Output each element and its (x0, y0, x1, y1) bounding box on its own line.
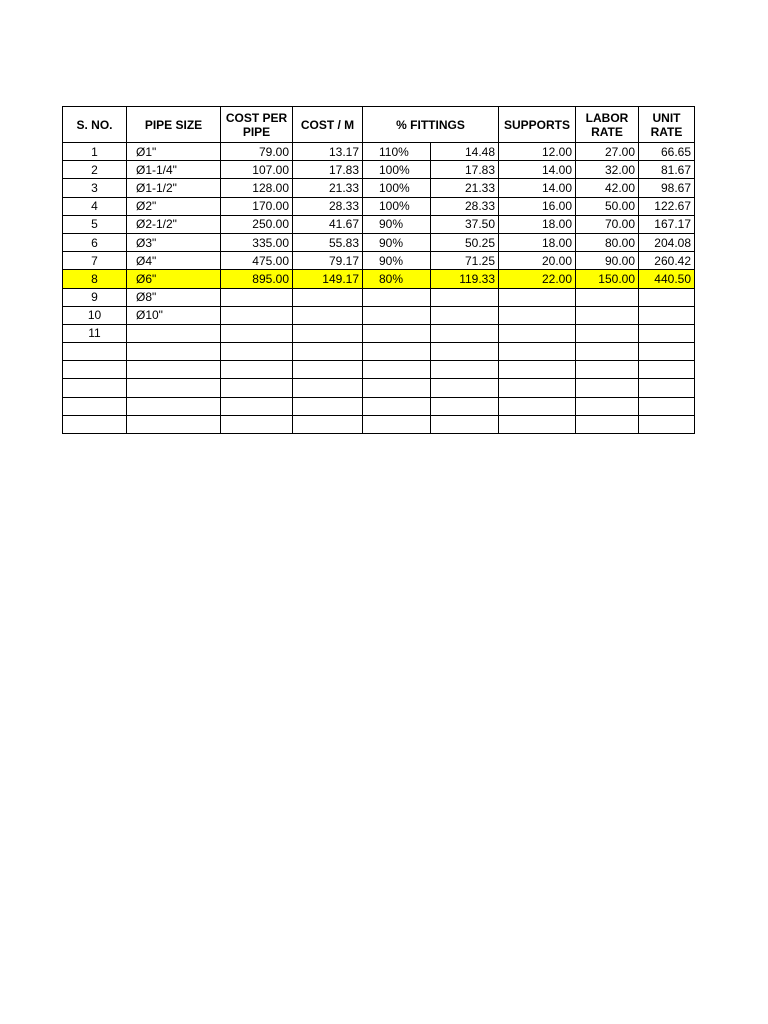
cell-fittings-percent[interactable] (363, 379, 431, 397)
cell-fittings-value[interactable]: 37.50 (431, 215, 499, 233)
cell-sno[interactable] (63, 361, 127, 379)
cell-sno[interactable] (63, 343, 127, 361)
cell-labor-rate[interactable]: 42.00 (576, 179, 639, 197)
cell-sno[interactable]: 11 (63, 324, 127, 342)
cell-fittings-percent[interactable] (363, 415, 431, 433)
cell-sno[interactable]: 10 (63, 306, 127, 324)
cell-unit-rate[interactable] (639, 415, 695, 433)
cell-fittings-percent[interactable]: 90% (363, 233, 431, 251)
cell-supports[interactable]: 14.00 (499, 161, 576, 179)
cell-unit-rate[interactable]: 440.50 (639, 270, 695, 288)
cell-supports[interactable]: 20.00 (499, 252, 576, 270)
cell-pipe-size[interactable]: Ø8" (127, 288, 221, 306)
cell-fittings-percent[interactable] (363, 306, 431, 324)
cell-cost-per-pipe[interactable]: 250.00 (221, 215, 293, 233)
cell-cost-per-m[interactable] (293, 306, 363, 324)
cell-fittings-percent[interactable]: 80% (363, 270, 431, 288)
cell-fittings-percent[interactable]: 100% (363, 179, 431, 197)
cell-cost-per-m[interactable] (293, 288, 363, 306)
table-row (63, 324, 695, 342)
header-sno[interactable]: S. NO. (63, 107, 127, 143)
cell-fittings-value[interactable] (431, 306, 499, 324)
cell-fittings-value[interactable]: 71.25 (431, 252, 499, 270)
header-fittings[interactable]: % FITTINGS (363, 107, 499, 143)
cell-supports[interactable]: 18.00 (499, 215, 576, 233)
table-body (63, 143, 695, 434)
cell-fittings-percent[interactable] (363, 288, 431, 306)
cell-supports[interactable] (499, 397, 576, 415)
cell-unit-rate[interactable]: 204.08 (639, 233, 695, 251)
cell-supports[interactable]: 16.00 (499, 197, 576, 215)
cell-sno[interactable]: 4 (63, 197, 127, 215)
cell-labor-rate[interactable] (576, 288, 639, 306)
cell-sno[interactable] (63, 415, 127, 433)
cell-sno[interactable]: 3 (63, 179, 127, 197)
table-row (63, 288, 695, 306)
cell-pipe-size[interactable] (127, 379, 221, 397)
cell-sno[interactable]: 1 (63, 143, 127, 161)
cell-unit-rate[interactable]: 66.65 (639, 143, 695, 161)
header-labor-rate[interactable]: LABOR RATE (576, 107, 639, 143)
table-row (63, 306, 695, 324)
cell-cost-per-pipe[interactable] (221, 324, 293, 342)
cell-pipe-size[interactable] (127, 343, 221, 361)
cell-unit-rate[interactable]: 260.42 (639, 252, 695, 270)
cell-sno[interactable]: 6 (63, 233, 127, 251)
cell-labor-rate[interactable]: 90.00 (576, 252, 639, 270)
cell-supports[interactable] (499, 306, 576, 324)
cell-cost-per-pipe[interactable] (221, 415, 293, 433)
cell-cost-per-m[interactable] (293, 324, 363, 342)
cell-cost-per-pipe[interactable] (221, 343, 293, 361)
cell-cost-per-m[interactable] (293, 397, 363, 415)
cell-sno[interactable]: 5 (63, 215, 127, 233)
cell-cost-per-pipe[interactable] (221, 361, 293, 379)
cell-unit-rate[interactable]: 122.67 (639, 197, 695, 215)
cell-supports[interactable] (499, 324, 576, 342)
cell-fittings-percent[interactable]: 110% (363, 143, 431, 161)
cell-supports[interactable] (499, 415, 576, 433)
cell-cost-per-m[interactable]: 13.17 (293, 143, 363, 161)
cell-cost-per-pipe[interactable]: 170.00 (221, 197, 293, 215)
cell-cost-per-m[interactable]: 79.17 (293, 252, 363, 270)
cell-labor-rate[interactable] (576, 361, 639, 379)
cell-labor-rate[interactable] (576, 324, 639, 342)
cell-cost-per-pipe[interactable]: 895.00 (221, 270, 293, 288)
cell-fittings-percent[interactable]: 100% (363, 197, 431, 215)
cell-unit-rate[interactable] (639, 361, 695, 379)
cell-pipe-size[interactable] (127, 361, 221, 379)
cell-cost-per-pipe[interactable] (221, 306, 293, 324)
cell-fittings-value[interactable]: 119.33 (431, 270, 499, 288)
cell-cost-per-m[interactable] (293, 361, 363, 379)
cell-fittings-value[interactable] (431, 288, 499, 306)
cell-sno[interactable]: 2 (63, 161, 127, 179)
pipe-cost-table (62, 106, 695, 434)
cell-supports[interactable] (499, 343, 576, 361)
cell-cost-per-m[interactable] (293, 415, 363, 433)
table-row (63, 143, 695, 161)
table-row (63, 215, 695, 233)
cell-fittings-value[interactable] (431, 379, 499, 397)
cell-cost-per-pipe[interactable]: 475.00 (221, 252, 293, 270)
cell-cost-per-pipe[interactable] (221, 288, 293, 306)
cell-cost-per-pipe[interactable]: 128.00 (221, 179, 293, 197)
header-pipe-size[interactable]: PIPE SIZE (127, 107, 221, 143)
cell-pipe-size[interactable]: Ø4" (127, 252, 221, 270)
cell-fittings-value[interactable]: 14.48 (431, 143, 499, 161)
cell-supports[interactable]: 12.00 (499, 143, 576, 161)
cell-cost-per-pipe[interactable]: 335.00 (221, 233, 293, 251)
cell-labor-rate[interactable]: 32.00 (576, 161, 639, 179)
cell-fittings-value[interactable]: 17.83 (431, 161, 499, 179)
cell-unit-rate[interactable] (639, 324, 695, 342)
cell-labor-rate[interactable]: 150.00 (576, 270, 639, 288)
cell-fittings-percent[interactable]: 90% (363, 215, 431, 233)
header-row (63, 107, 695, 143)
table-row (63, 415, 695, 433)
header-unit-rate[interactable]: UNIT RATE (639, 107, 695, 143)
cell-labor-rate[interactable] (576, 397, 639, 415)
cell-labor-rate[interactable] (576, 343, 639, 361)
cell-pipe-size[interactable]: Ø2-1/2" (127, 215, 221, 233)
cell-unit-rate[interactable]: 167.17 (639, 215, 695, 233)
cell-pipe-size[interactable]: Ø1-1/2" (127, 179, 221, 197)
cell-cost-per-m[interactable]: 41.67 (293, 215, 363, 233)
cell-pipe-size[interactable]: Ø6" (127, 270, 221, 288)
cell-labor-rate[interactable]: 80.00 (576, 233, 639, 251)
table-row (63, 397, 695, 415)
cell-cost-per-m[interactable] (293, 343, 363, 361)
cell-sno[interactable] (63, 379, 127, 397)
header-cost-per-m[interactable]: COST / M (293, 107, 363, 143)
cell-fittings-value[interactable] (431, 361, 499, 379)
table-row (63, 379, 695, 397)
cell-pipe-size[interactable]: Ø1" (127, 143, 221, 161)
table-row (63, 252, 695, 270)
cell-sno[interactable]: 7 (63, 252, 127, 270)
cell-labor-rate[interactable]: 50.00 (576, 197, 639, 215)
cell-cost-per-pipe[interactable]: 79.00 (221, 143, 293, 161)
cell-pipe-size[interactable] (127, 324, 221, 342)
cell-labor-rate[interactable] (576, 306, 639, 324)
cell-cost-per-pipe[interactable] (221, 379, 293, 397)
cell-fittings-percent[interactable]: 90% (363, 252, 431, 270)
cell-pipe-size[interactable]: Ø10" (127, 306, 221, 324)
cell-sno[interactable]: 8 (63, 270, 127, 288)
table-row (63, 161, 695, 179)
cell-fittings-percent[interactable] (363, 361, 431, 379)
cell-cost-per-pipe[interactable] (221, 397, 293, 415)
cell-cost-per-m[interactable]: 28.33 (293, 197, 363, 215)
cell-supports[interactable]: 22.00 (499, 270, 576, 288)
cell-unit-rate[interactable] (639, 288, 695, 306)
cell-unit-rate[interactable] (639, 379, 695, 397)
table-row (63, 361, 695, 379)
cell-supports[interactable]: 18.00 (499, 233, 576, 251)
header-supports[interactable]: SUPPORTS (499, 107, 576, 143)
table-row (63, 270, 695, 288)
cell-labor-rate[interactable]: 27.00 (576, 143, 639, 161)
cell-cost-per-m[interactable]: 17.83 (293, 161, 363, 179)
table-row (63, 233, 695, 251)
cell-unit-rate[interactable] (639, 343, 695, 361)
cell-fittings-percent[interactable] (363, 324, 431, 342)
table-row (63, 197, 695, 215)
cell-pipe-size[interactable]: Ø2" (127, 197, 221, 215)
table-row (63, 343, 695, 361)
cell-fittings-value[interactable] (431, 324, 499, 342)
cell-labor-rate[interactable] (576, 415, 639, 433)
cell-unit-rate[interactable]: 98.67 (639, 179, 695, 197)
cell-cost-per-m[interactable]: 149.17 (293, 270, 363, 288)
cell-fittings-value[interactable]: 28.33 (431, 197, 499, 215)
cell-pipe-size[interactable]: Ø1-1/4" (127, 161, 221, 179)
header-cost-per-pipe[interactable]: COST PER PIPE (221, 107, 293, 143)
cell-unit-rate[interactable]: 81.67 (639, 161, 695, 179)
cell-supports[interactable]: 14.00 (499, 179, 576, 197)
cell-cost-per-m[interactable]: 55.83 (293, 233, 363, 251)
cell-fittings-value[interactable] (431, 415, 499, 433)
cell-sno[interactable] (63, 397, 127, 415)
cell-pipe-size[interactable] (127, 397, 221, 415)
cell-sno[interactable]: 9 (63, 288, 127, 306)
cell-fittings-percent[interactable]: 100% (363, 161, 431, 179)
cell-cost-per-pipe[interactable]: 107.00 (221, 161, 293, 179)
cell-labor-rate[interactable] (576, 379, 639, 397)
cell-fittings-value[interactable] (431, 397, 499, 415)
cell-cost-per-m[interactable] (293, 379, 363, 397)
cell-unit-rate[interactable] (639, 306, 695, 324)
cell-fittings-percent[interactable] (363, 397, 431, 415)
cell-pipe-size[interactable]: Ø3" (127, 233, 221, 251)
cell-supports[interactable] (499, 361, 576, 379)
cell-supports[interactable] (499, 379, 576, 397)
cell-supports[interactable] (499, 288, 576, 306)
cell-fittings-value[interactable]: 50.25 (431, 233, 499, 251)
table-row (63, 179, 695, 197)
cell-cost-per-m[interactable]: 21.33 (293, 179, 363, 197)
cell-labor-rate[interactable]: 70.00 (576, 215, 639, 233)
cell-fittings-value[interactable]: 21.33 (431, 179, 499, 197)
cell-unit-rate[interactable] (639, 397, 695, 415)
cell-fittings-value[interactable] (431, 343, 499, 361)
cell-fittings-percent[interactable] (363, 343, 431, 361)
cell-pipe-size[interactable] (127, 415, 221, 433)
